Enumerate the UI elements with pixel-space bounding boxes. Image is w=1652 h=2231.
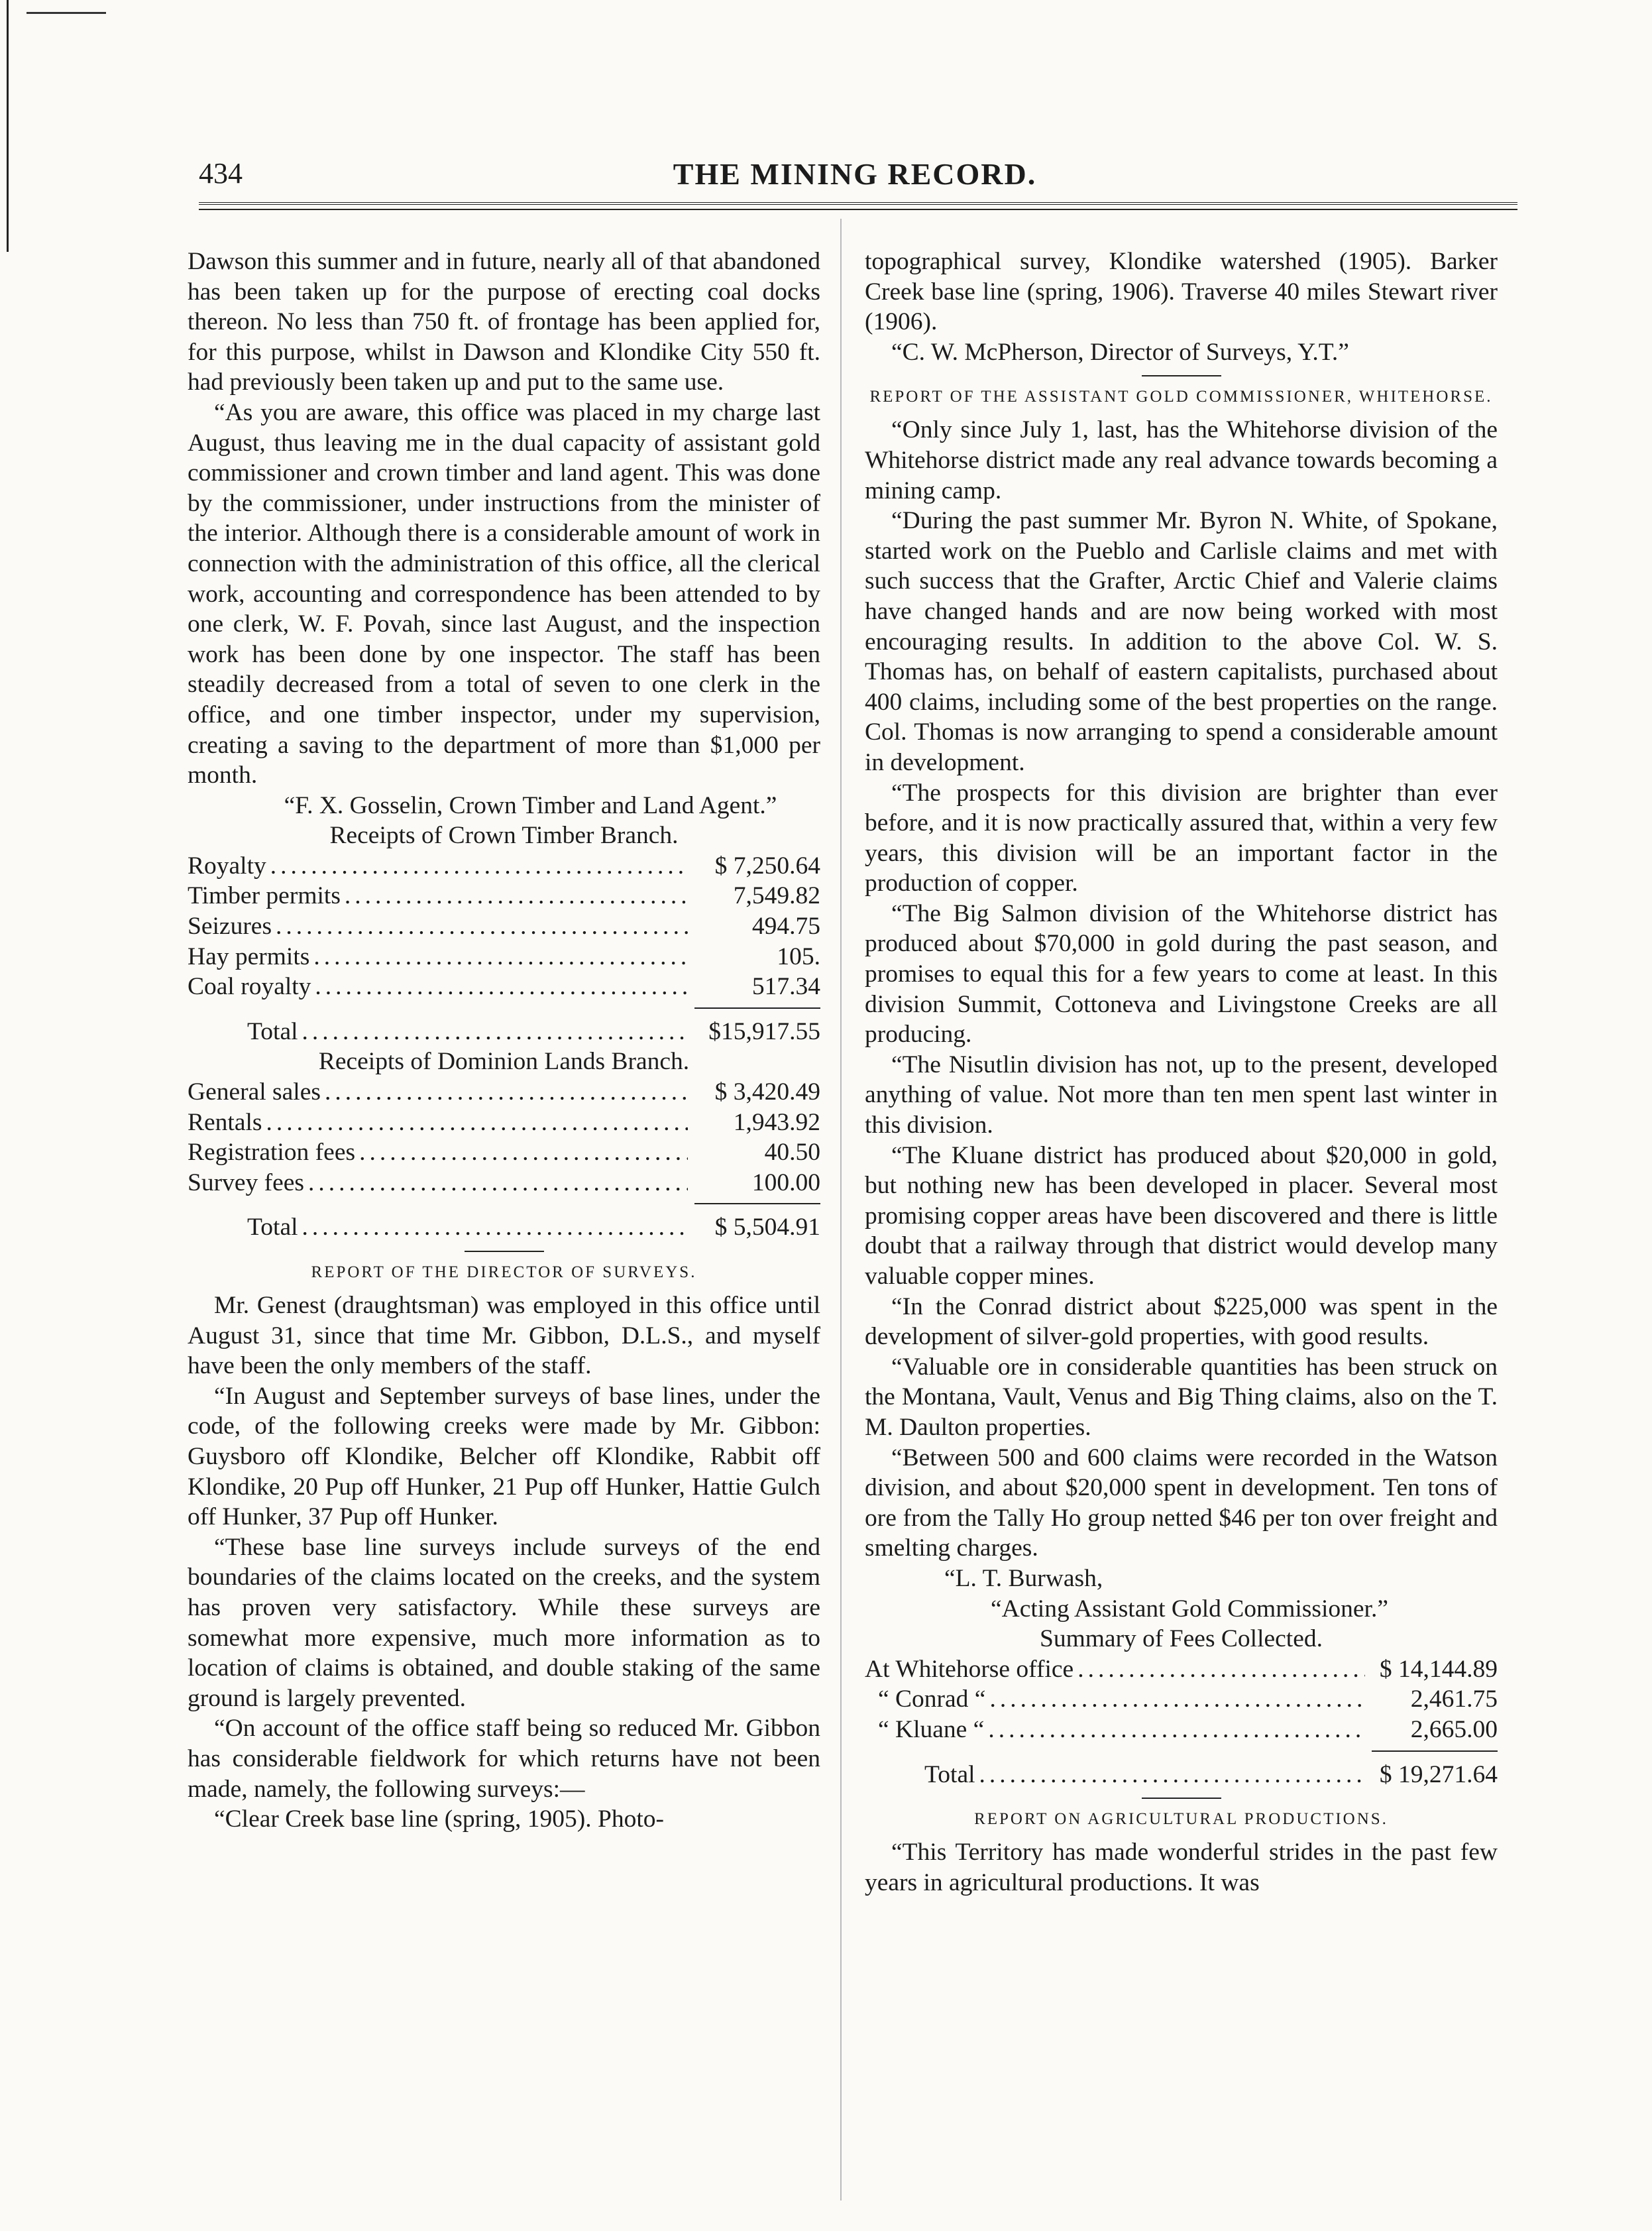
leader-dots: [975, 1760, 1365, 1790]
leader-dots: [985, 1684, 1365, 1715]
page-header: [199, 156, 1511, 209]
table-row: [188, 1108, 820, 1138]
row-amount: $ 7,250.64: [714, 852, 820, 880]
table-row: [188, 851, 820, 882]
lands-receipts-table: [188, 1077, 820, 1243]
journal-title: THE MINING RECORD.: [673, 157, 1037, 191]
leader-dots: [262, 1108, 688, 1138]
paragraph: “The prospects for this division are brighter than ever before, and it is now practically assured that, within a very few years, this division will be an important factor in the production of copper.: [865, 779, 1498, 897]
table-row: [188, 942, 820, 972]
row-label: “ Kluane “: [878, 1715, 985, 1743]
sum-rule: [694, 1203, 820, 1204]
table-row: [865, 1684, 1498, 1715]
paragraph: “The Big Salmon division of the Whitehorse district has produced about $70,000 in gold during the past season, and promises to equal this for a few years to come at least. In this division Summit, Cottoneva and Livingstone Creeks are all producing.: [865, 899, 1498, 1049]
leader-dots: [298, 1212, 688, 1243]
row-amount: 105.: [777, 943, 820, 970]
right-column: [865, 247, 1498, 1898]
row-amount: 494.75: [751, 913, 820, 941]
section-rule: [1142, 375, 1221, 376]
paragraph: “As you are aware, this office was placed in my charge last August, thus leaving me in the dual capacity of assistant gold commissioner and crown timber and land agent. This was done by the commissioner, under instructions from the minister of the interior. Although there is a considerable amount of work in connection with the administration of this office, all the clerical work, accounting and correspondence has been attended to by one clerk, W. F. Povah, since last August, and the inspection work has been done by one inspector. The staff has been steadily decreased from a total of seven to one clerk in the office, and one timber inspector, under my supervision, creating a saving to the department of more than $1,000 per month.: [188, 398, 820, 789]
paragraph: “Clear Creek base line (spring, 1905). Photo-: [214, 1805, 664, 1833]
row-amount: 7,549.82: [733, 882, 820, 910]
row-label: General sales: [188, 1078, 321, 1106]
total-amount: $ 19,271.64: [1379, 1760, 1498, 1788]
paragraph: “During the past summer Mr. Byron N. White, of Spokane, started work on the Pueblo and Carlisle claims and met with such success that the Grafter, Arctic Chief and Valerie claims have changed hands and are now being worked with most encouraging results. In addition to the above Col. W. S. Thomas has, on behalf of eastern capitalists, purchased about 400 claims, including some of the best properties on the range. Col. Thomas is now arranging to spend a considerable amount in development.: [865, 507, 1498, 776]
leader-dots: [272, 911, 688, 942]
signature: “C. W. McPherson, Director of Surveys, Y.T.”: [891, 338, 1349, 366]
header-rule: [199, 202, 1517, 210]
signature: “Acting Assistant Gold Commissioner.”: [991, 1595, 1388, 1623]
section-heading: REPORT ON AGRICULTURAL PRODUCTIONS.: [974, 1810, 1388, 1829]
timber-receipts-table: [188, 851, 820, 1047]
table-title: Receipts of Crown Timber Branch.: [329, 822, 679, 850]
leader-dots: [341, 881, 688, 911]
leader-dots: [311, 972, 688, 1002]
leader-dots: [304, 1168, 688, 1198]
paragraph: “This Territory has made wonderful strides in the past few years in agricultural productions. It was: [865, 1839, 1498, 1896]
row-amount: $ 14,144.89: [1379, 1655, 1498, 1683]
section-heading: REPORT OF THE ASSISTANT GOLD COMMISSIONER, WHITEHORSE.: [869, 388, 1493, 406]
sum-rule: [1372, 1750, 1498, 1752]
scan-edge-mark: [7, 0, 13, 252]
total-label: Total: [924, 1760, 975, 1788]
row-label: Timber permits: [188, 882, 341, 910]
signature: “F. X. Gosselin, Crown Timber and Land Agent.”: [284, 791, 777, 819]
paragraph: Dawson this summer and in future, nearly all of that abandoned has been taken up for the purpose of erecting coal docks thereon. No less than 750 ft. of frontage has been applied for, for this purpose, whilst in Dawson and Klondike City 550 ft. had previously been taken up and put to the same use.: [188, 248, 820, 396]
leader-dots: [321, 1077, 688, 1108]
table-row: [188, 972, 820, 1002]
paragraph: “These base line surveys include surveys of the end boundaries of the claims located on the creeks, and the system has proven very satisfactory. While these surveys are somewhat more expensive, much more information as to location of claims is obtained, and double staking of the same ground is largely prevented.: [188, 1533, 820, 1712]
table-row: [188, 911, 820, 942]
row-label: At Whitehorse office: [865, 1655, 1074, 1683]
column-divider: [840, 219, 842, 2201]
row-label: Seizures: [188, 913, 272, 941]
scan-edge-line: [27, 12, 106, 14]
table-row: [865, 1654, 1498, 1685]
paragraph: “The Nisutlin division has not, up to the present, developed anything of value. Not more than ten men spent last winter in this division.: [865, 1051, 1498, 1139]
row-label: Royalty: [188, 852, 266, 880]
signature: “L. T. Burwash,: [944, 1564, 1103, 1592]
leader-dots: [355, 1137, 688, 1168]
total-label: Total: [247, 1017, 298, 1045]
paragraph: “Only since July 1, last, has the Whitehorse division of the Whitehorse district made any real advance towards becoming a mining camp.: [865, 416, 1498, 504]
row-label: Coal royalty: [188, 973, 311, 1001]
row-amount: 517.34: [751, 973, 820, 1001]
section-rule: [465, 1251, 544, 1252]
table-row: [188, 1137, 820, 1168]
paragraph: “In the Conrad district about $225,000 was spent in the development of silver-gold properties, with good results.: [865, 1292, 1498, 1351]
leader-dots: [298, 1017, 688, 1047]
row-amount: 2,665.00: [1410, 1715, 1498, 1743]
row-label: Rentals: [188, 1108, 262, 1136]
total-amount: $15,917.55: [708, 1017, 820, 1045]
paragraph: “In August and September surveys of base lines, under the code, of the following creeks were made by Mr. Gibbon: Guysboro off Klondike, Belcher off Klondike, Rabbit off Klondike, 20 Pup off Hunker, 21 Pup off Hunker, Hattie Gulch off Hunker, 37 Pup off Hunker.: [188, 1382, 820, 1531]
total-label: Total: [247, 1214, 298, 1241]
paragraph: “Between 500 and 600 claims were recorded in the Watson division, and about $20,000 spent in development. Ten tons of ore from the Tally Ho group netted $46 per ton over freight and smelting charges.: [865, 1444, 1498, 1562]
total-row: [865, 1760, 1498, 1790]
section-heading: REPORT OF THE DIRECTOR OF SURVEYS.: [311, 1263, 697, 1281]
total-amount: $ 5,504.91: [714, 1214, 820, 1241]
total-row: [188, 1212, 820, 1243]
leader-dots: [266, 851, 688, 882]
row-amount: 100.00: [751, 1169, 820, 1196]
section-rule: [1142, 1798, 1221, 1799]
table-title: Summary of Fees Collected.: [1039, 1625, 1323, 1653]
paragraph: Mr. Genest (draughtsman) was employed in this office until August 31, since that time Mr. Gibbon, D.L.S., and myself have been the only members of the staff.: [188, 1292, 820, 1380]
row-label: “ Conrad “: [878, 1686, 986, 1713]
table-row: [188, 881, 820, 911]
row-amount: 2,461.75: [1410, 1686, 1498, 1713]
table-row: [865, 1715, 1498, 1745]
leader-dots: [984, 1715, 1365, 1745]
leader-dots: [1074, 1654, 1365, 1685]
table-title: Receipts of Dominion Lands Branch.: [318, 1048, 690, 1076]
left-column: [188, 247, 820, 1835]
row-label: Registration fees: [188, 1139, 356, 1167]
row-amount: $ 3,420.49: [714, 1078, 820, 1106]
table-row: [188, 1168, 820, 1198]
paragraph: topographical survey, Klondike watershed (1905). Barker Creek base line (spring, 1906). Traverse 40 miles Stewart river (1906).: [865, 248, 1498, 336]
row-amount: 1,943.92: [733, 1108, 820, 1136]
sum-rule: [694, 1007, 820, 1009]
paragraph: “Valuable ore in considerable quantities has been struck on the Montana, Vault, Venus and Big Thing claims, also on the T. M. Daulton properties.: [865, 1353, 1498, 1441]
row-amount: 40.50: [764, 1139, 820, 1167]
paragraph: “On account of the office staff being so reduced Mr. Gibbon has considerable fieldwork for which returns have not been made, namely, the following surveys:—: [188, 1715, 820, 1803]
row-label: Hay permits: [188, 943, 310, 970]
row-label: Survey fees: [188, 1169, 304, 1196]
paragraph: “The Kluane district has produced about $20,000 in gold, but nothing new has been developed in placer. Several most promising copper areas have been discovered and there is little doubt that a railway through that district would develop many valuable copper mines.: [865, 1141, 1498, 1290]
total-row: [188, 1017, 820, 1047]
leader-dots: [309, 942, 688, 972]
fees-summary-table: [865, 1654, 1498, 1790]
page-number: 434: [199, 157, 243, 190]
table-row: [188, 1077, 820, 1108]
